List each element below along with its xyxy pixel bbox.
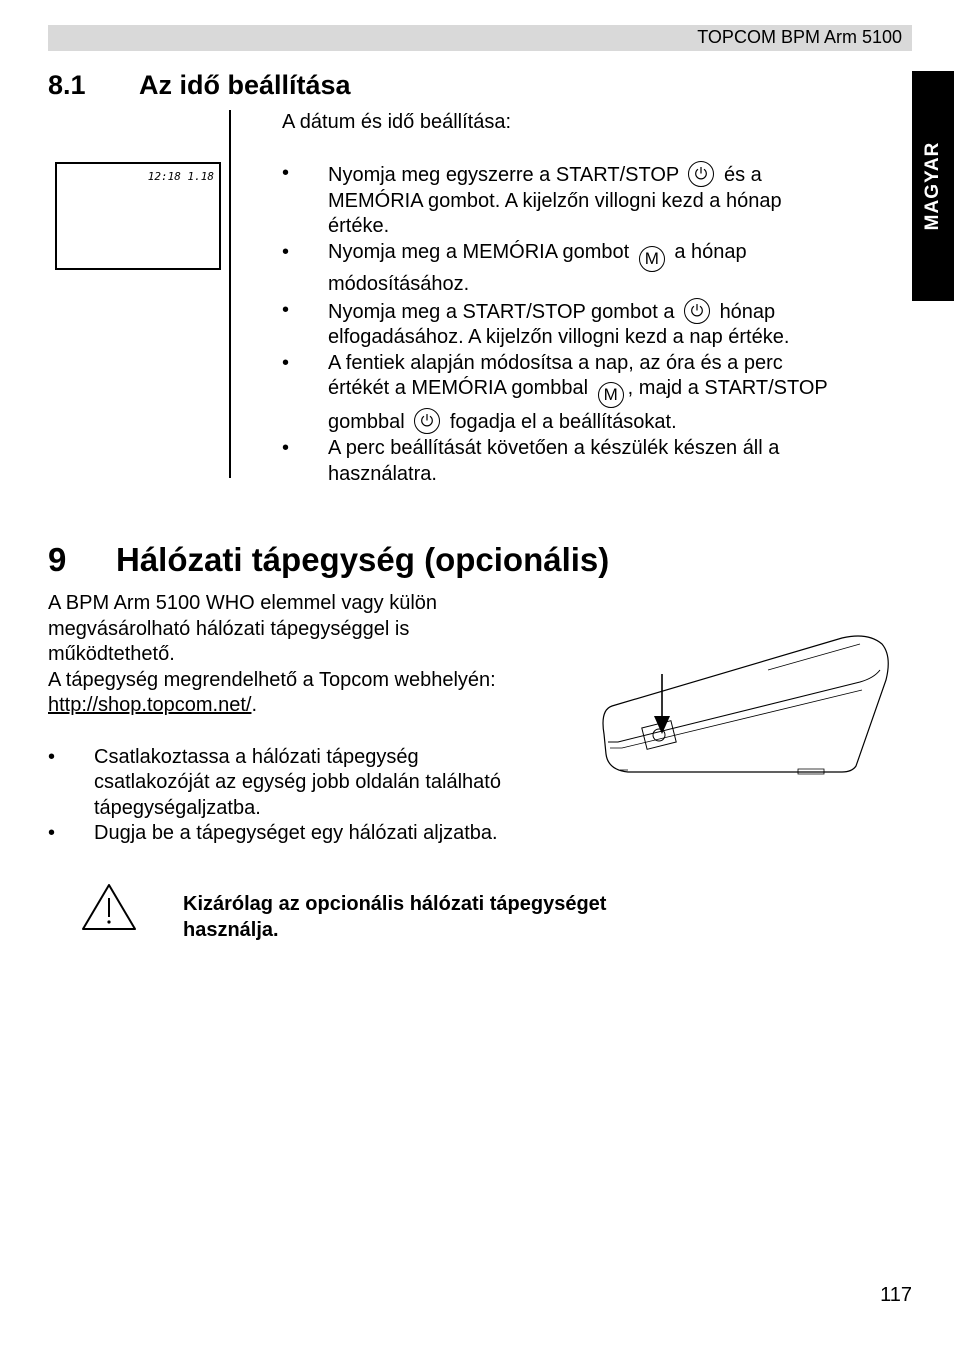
step-text: módosításához. <box>328 272 470 295</box>
list-item <box>282 298 902 351</box>
device-side-illustration <box>598 630 894 780</box>
step-text: és a <box>723 164 762 187</box>
step-text: értékét a MEMÓRIA gombbal <box>328 377 589 400</box>
warning-line: használja. <box>183 919 279 941</box>
step-text: Csatlakoztassa a hálózati tápegység <box>94 745 419 768</box>
section-8-1-body <box>282 110 902 487</box>
header-title: TOPCOM BPM Arm 5100 <box>697 27 902 47</box>
link-suffix: . <box>251 694 258 717</box>
bullet-char: • <box>48 745 56 768</box>
section-9-steps <box>48 745 588 847</box>
lcd-display-digits: 12:18 1.18 <box>147 170 214 183</box>
list-item <box>282 436 902 487</box>
language-tab-label: MAGYAR <box>922 141 943 231</box>
section-8-1-intro: A dátum és idő beállítása: <box>282 111 512 133</box>
step-text: tápegységaljzatba. <box>94 796 261 819</box>
list-item <box>282 161 902 240</box>
lcd-display-illustration <box>55 162 221 270</box>
step-text: a hónap <box>674 240 747 263</box>
memory-button-icon: M <box>598 382 624 408</box>
section-9-title: Hálózati tápegység (opcionális) <box>116 541 610 578</box>
step-text: A perc beállítását követően a készülék készen áll a <box>328 436 780 459</box>
page-number: 117 <box>880 1284 912 1306</box>
bullet-char: • <box>282 351 290 374</box>
step-text: hónap <box>719 300 776 323</box>
list-item <box>282 240 902 298</box>
list-item <box>48 745 588 822</box>
list-item <box>282 351 902 436</box>
warning-line: Kizárólag az opcionális hálózati tápegységet <box>183 893 607 915</box>
power-button-icon <box>688 161 714 187</box>
step-text: Dugja be a tápegységet egy hálózati aljzatba. <box>94 822 498 845</box>
paragraph-line: megvásárolható hálózati tápegységgel is <box>48 617 410 640</box>
section-9-number: 9 <box>48 541 67 578</box>
step-text: elfogadásához. A kijelzőn villogni kezd a nap értéke. <box>328 326 790 349</box>
step-text: használatra. <box>328 462 437 485</box>
step-text: értéke. <box>328 215 390 238</box>
bullet-char: • <box>48 822 56 845</box>
power-button-icon <box>684 298 710 324</box>
step-text: Nyomja meg a START/STOP gombot a <box>328 300 675 323</box>
section-8-1-title: Az idő beállítása <box>139 70 351 100</box>
bullet-char: • <box>282 436 290 459</box>
bullet-char: • <box>282 298 290 321</box>
section-8-1-steps <box>282 161 902 487</box>
topcom-shop-link[interactable]: http://shop.topcom.net/ <box>48 694 252 717</box>
list-item <box>48 821 588 847</box>
paragraph-line: működtethető. <box>48 643 175 666</box>
warning-triangle-icon <box>80 882 138 932</box>
warning-text <box>183 891 606 943</box>
language-tab <box>912 71 954 301</box>
bullet-char: • <box>282 162 290 185</box>
power-button-icon <box>414 408 440 434</box>
step-text: A fentiek alapján módosítsa a nap, az óra és a perc <box>328 351 783 374</box>
section-9-paragraph <box>48 591 588 847</box>
step-text: fogadja el a beállításokat. <box>449 411 677 434</box>
step-text: , majd a START/STOP <box>627 377 828 400</box>
paragraph-line: A BPM Arm 5100 WHO elemmel vagy külön <box>48 592 438 614</box>
section-8-1-number: 8.1 <box>48 70 86 100</box>
step-text: Nyomja meg egyszerre a START/STOP <box>328 164 679 187</box>
step-text: Nyomja meg a MEMÓRIA gombot <box>328 240 630 263</box>
paragraph-line: A tápegység megrendelhető a Topcom webhelyén: <box>48 668 496 691</box>
step-text: gombbal <box>328 411 405 434</box>
memory-button-icon: M <box>639 246 665 272</box>
bullet-char: • <box>282 240 290 263</box>
vertical-divider <box>229 110 231 478</box>
step-text: MEMÓRIA gombot. A kijelzőn villogni kezd a hónap <box>328 189 782 212</box>
step-text: csatlakozóját az egység jobb oldalán található <box>94 771 501 794</box>
